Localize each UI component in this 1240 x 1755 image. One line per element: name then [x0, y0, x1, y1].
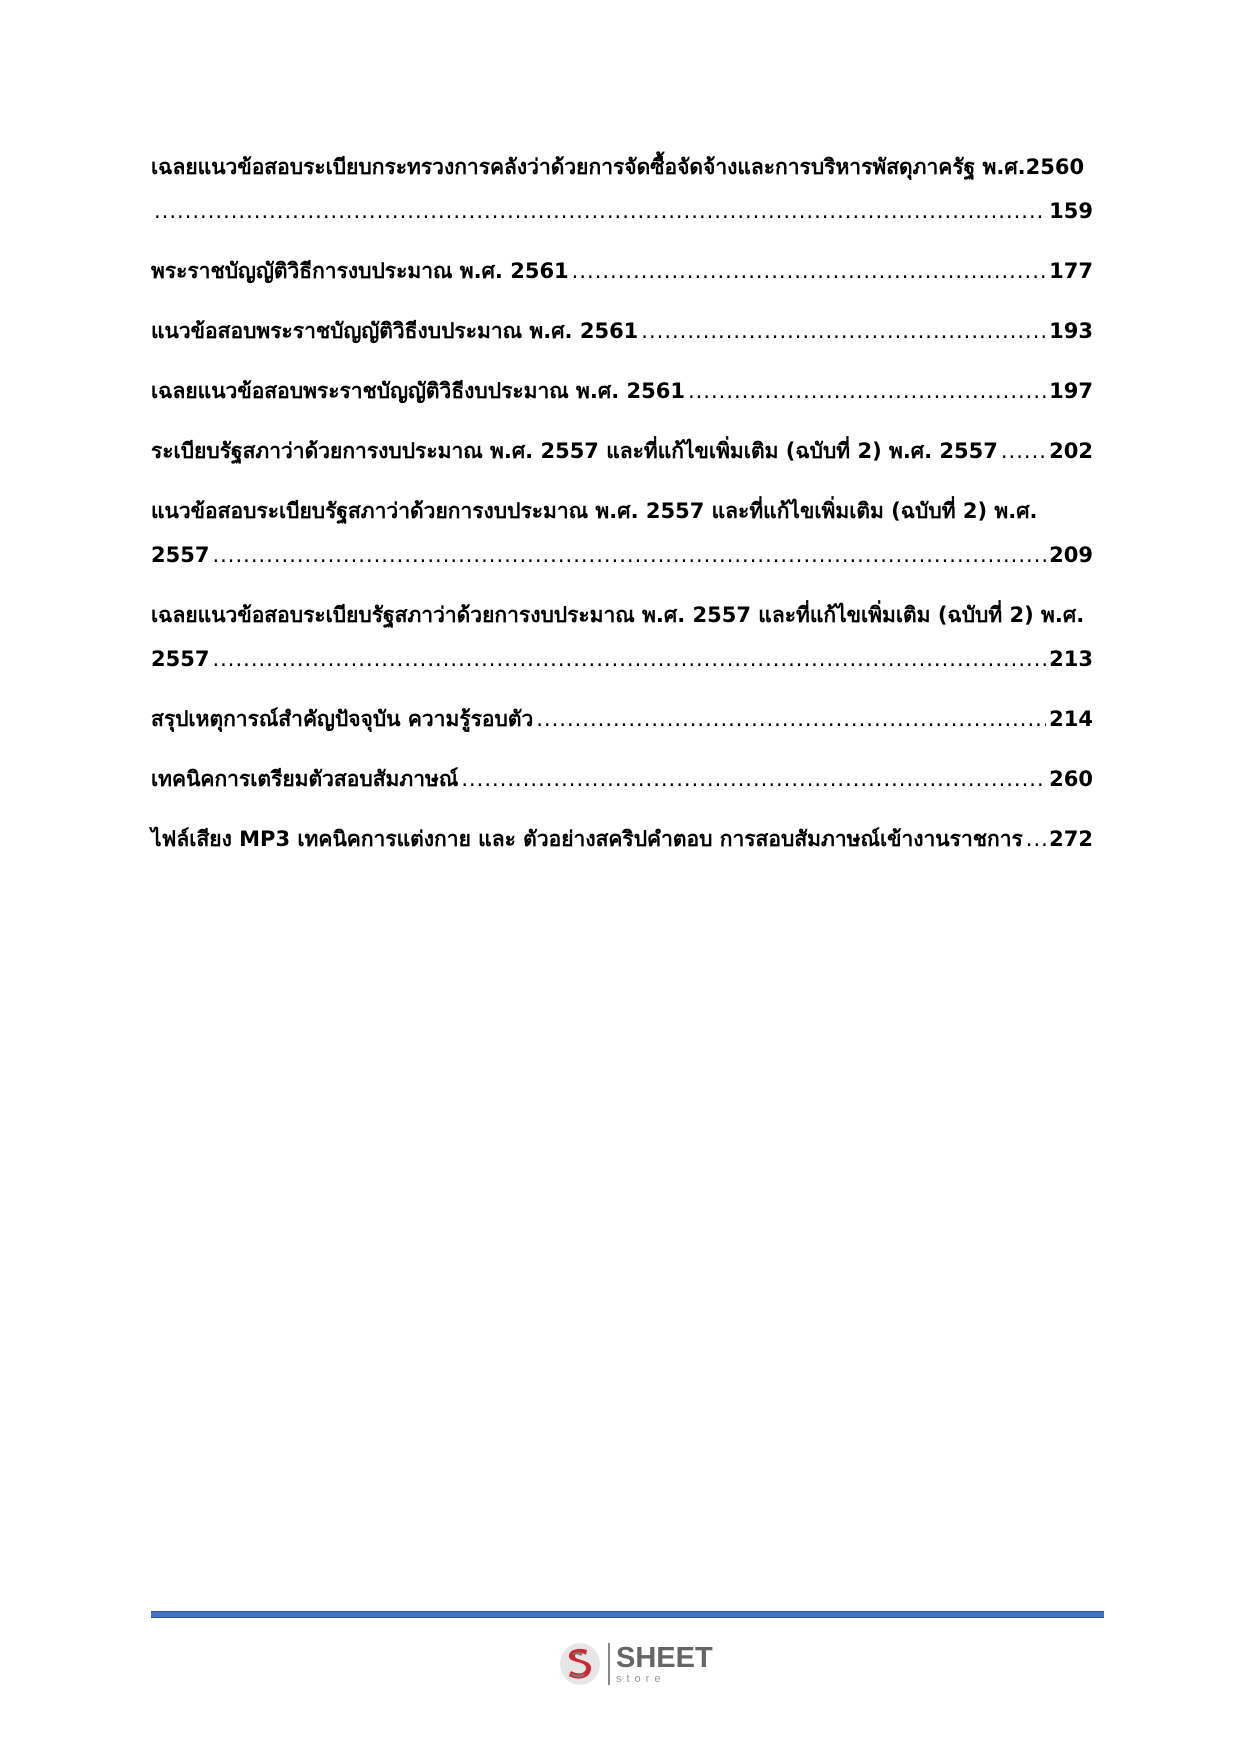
toc-entry-leader-line [151, 194, 1093, 228]
toc-page-number: 159 [1049, 199, 1093, 223]
toc-entry-title: ไฟล์เสียง MP3 เทคนิคการแต่งกาย และ ตัวอย่างสคริปคำตอบ การสอบสัมภาษณ์เข้างานราชการ [151, 827, 1023, 851]
dot-leader [212, 538, 1046, 572]
toc-entry[interactable] [151, 494, 1093, 572]
toc-entry[interactable] [151, 150, 1093, 228]
logo-text [616, 1641, 713, 1685]
toc-page-number: 193 [1049, 319, 1093, 343]
dot-leader [641, 314, 1046, 348]
toc-page-number: 177 [1049, 259, 1093, 283]
toc-entry-heading-line [151, 150, 1093, 184]
toc-entry-title: เทคนิคการเตรียมตัวสอบสัมภาษณ์ [151, 767, 459, 791]
logo-subtitle: store [616, 1672, 666, 1685]
toc-entry-title: เฉลยแนวข้อสอบระเบียบรัฐสภาว่าด้วยการงบประมาณ พ.ศ. 2557 และที่แก้ไขเพิ่มเติม (ฉบับที่ 2) พ.ศ. [151, 603, 1085, 627]
toc-page-number: 209 [1049, 543, 1093, 567]
logo-separator [608, 1643, 610, 1685]
toc-entry[interactable] [151, 822, 1093, 856]
toc-entry-title: ระเบียบรัฐสภาว่าด้วยการงบประมาณ พ.ศ. 2557 และที่แก้ไขเพิ่มเติม (ฉบับที่ 2) พ.ศ. 2557 [151, 439, 998, 463]
dot-leader [461, 762, 1046, 796]
toc-entry-title: แนวข้อสอบระเบียบรัฐสภาว่าด้วยการงบประมาณ พ.ศ. 2557 และที่แก้ไขเพิ่มเติม (ฉบับที่ 2) พ.ศ. [151, 499, 1038, 523]
toc-entry[interactable] [151, 598, 1093, 676]
toc-entry-title: พระราชบัญญัติวิธีการงบประมาณ พ.ศ. 2561 [151, 259, 569, 283]
footer-rule [151, 1611, 1104, 1618]
toc-entry-title-cont: 2557 [151, 647, 210, 671]
toc-entry-title: สรุปเหตุการณ์สำคัญปัจจุบัน ความรู้รอบตัว [151, 707, 534, 731]
toc-entry-leader-line [151, 822, 1093, 856]
toc-entry-leader-line [151, 642, 1093, 676]
toc-entry-leader-line [151, 702, 1093, 736]
toc-entry[interactable] [151, 254, 1093, 288]
sheet-store-logo-icon [556, 1640, 604, 1688]
table-of-contents [151, 150, 1093, 882]
toc-entry-title-cont: 2557 [151, 543, 210, 567]
toc-entry-title: เฉลยแนวข้อสอบพระราชบัญญัติวิธีงบประมาณ พ.ศ. 2561 [151, 379, 685, 403]
toc-page-number: 272 [1049, 827, 1093, 851]
toc-entry[interactable] [151, 374, 1093, 408]
sheet-store-logo [556, 1638, 726, 1690]
toc-page-number: 202 [1049, 439, 1093, 463]
toc-entry-heading-line [151, 494, 1093, 528]
dot-leader [1001, 434, 1046, 468]
toc-entry-leader-line [151, 254, 1093, 288]
toc-page-number: 214 [1049, 707, 1093, 731]
dot-leader [536, 702, 1046, 736]
toc-entry-leader-line [151, 314, 1093, 348]
dot-leader [688, 374, 1046, 408]
dot-leader [212, 642, 1046, 676]
toc-entry-leader-line [151, 762, 1093, 796]
toc-entry-leader-line [151, 538, 1093, 572]
toc-entry[interactable] [151, 314, 1093, 348]
toc-entry-leader-line [151, 434, 1093, 468]
toc-entry-leader-line [151, 374, 1093, 408]
toc-page-number: 213 [1049, 647, 1093, 671]
toc-entry-title: เฉลยแนวข้อสอบระเบียบกระทรวงการคลังว่าด้วยการจัดซื้อจัดจ้างและการบริหารพัสดุภาครัฐ พ.ศ.2560 [151, 155, 1085, 179]
logo-wordmark: SHEET [616, 1641, 713, 1674]
toc-entry-heading-line [151, 598, 1093, 632]
toc-entry[interactable] [151, 702, 1093, 736]
dot-leader [1026, 822, 1046, 856]
toc-entry[interactable] [151, 762, 1093, 796]
toc-entry[interactable] [151, 434, 1093, 468]
toc-page-number: 197 [1049, 379, 1093, 403]
dot-leader [154, 194, 1046, 228]
toc-entry-title: แนวข้อสอบพระราชบัญญัติวิธีงบประมาณ พ.ศ. 2561 [151, 319, 639, 343]
toc-page-number: 260 [1049, 767, 1093, 791]
dot-leader [572, 254, 1046, 288]
